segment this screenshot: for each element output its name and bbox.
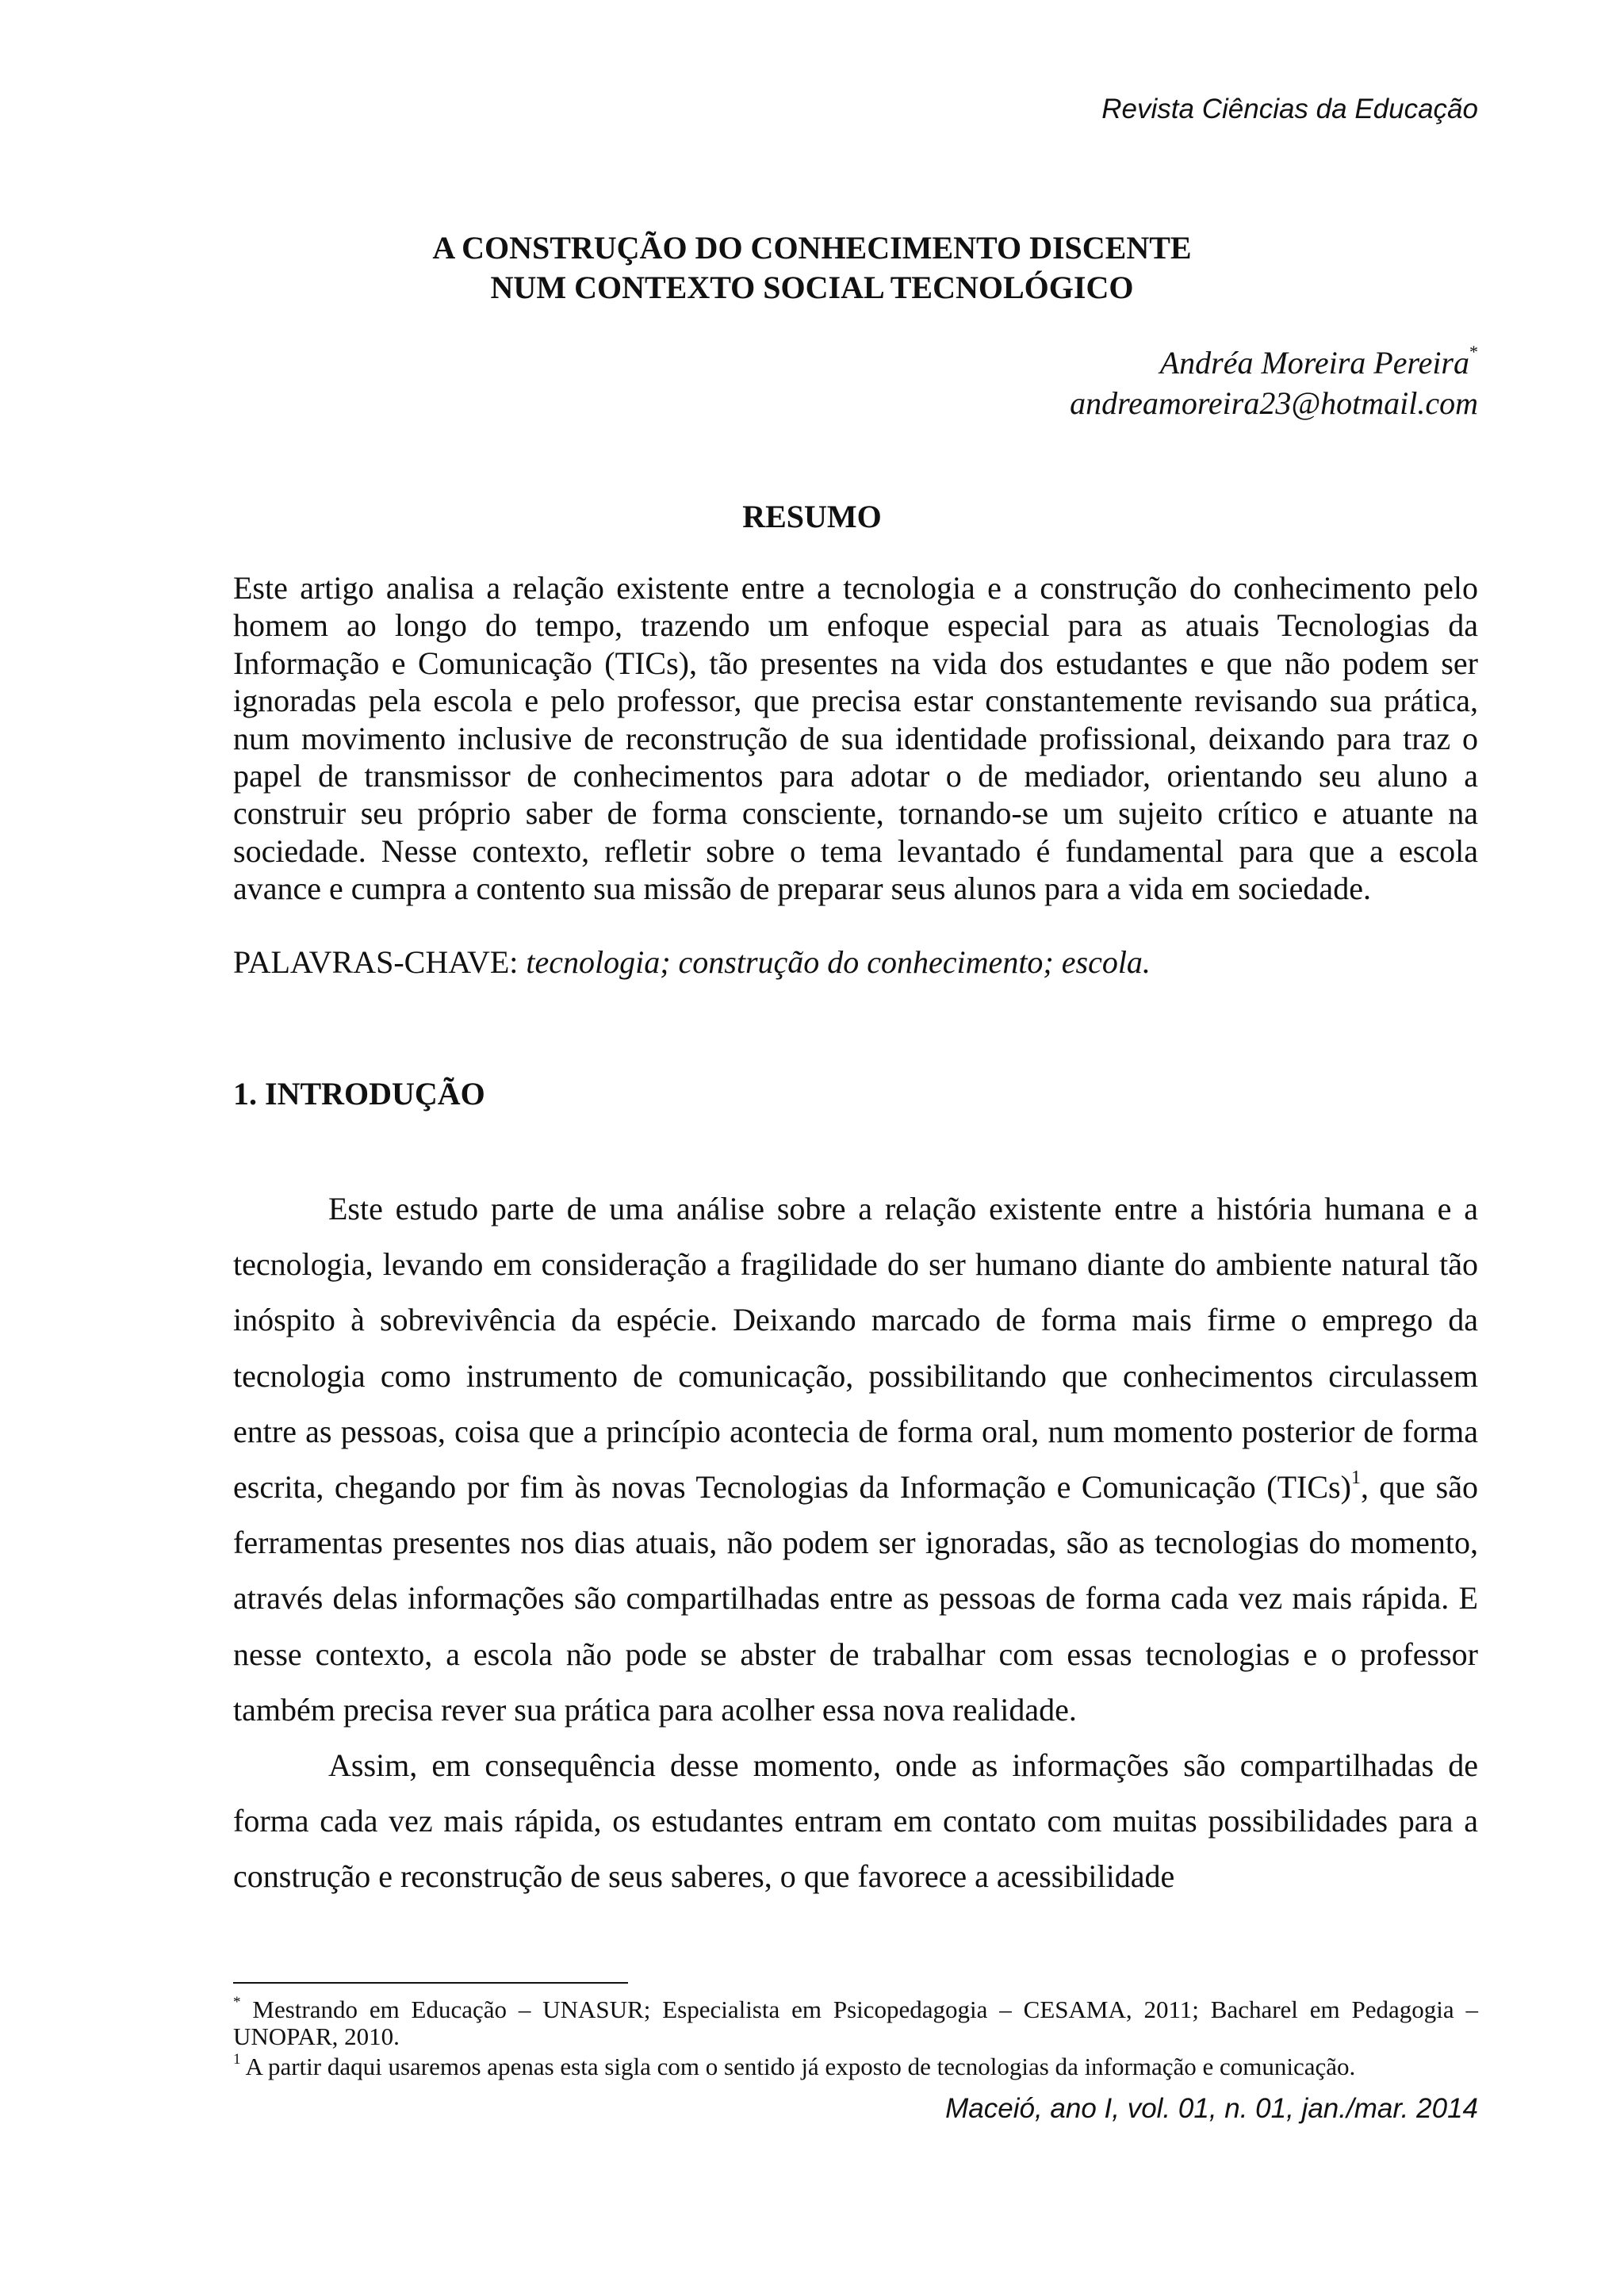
paragraph: Assim, em consequência desse momento, onde as informações são compartilhadas de forma cada vez mais rápida, os estudantes entram em contato com muitas possibilidades para a construção e reconstrução de seus saberes, o que favorece a acessibilidade bbox=[233, 1747, 1478, 1895]
journal-footer: Maceió, ano I, vol. 01, n. 01, jan./mar. 2014 bbox=[945, 2093, 1478, 2124]
journal-header: Revista Ciências da Educação bbox=[1101, 94, 1478, 124]
footnote-marker: * bbox=[233, 1994, 241, 2011]
footnote-marker: 1 bbox=[233, 2051, 241, 2068]
introduction-body bbox=[233, 1181, 1478, 1905]
paragraph bbox=[233, 1181, 1478, 1738]
footnote-text: A partir daqui usaremos apenas esta sigla com o sentido já exposto de tecnologias da informação e comunicação. bbox=[245, 2053, 1356, 2080]
abstract-heading: RESUMO bbox=[742, 499, 882, 534]
footnote-divider bbox=[233, 1982, 628, 1984]
footnote-ref: 1 bbox=[1350, 1468, 1361, 1489]
section-heading-introduction: 1. INTRODUÇÃO bbox=[233, 1076, 485, 1112]
keywords-values: tecnologia; construção do conhecimento; escola. bbox=[526, 944, 1151, 980]
article-title bbox=[0, 228, 1624, 308]
author-block bbox=[1070, 342, 1478, 423]
paragraph-text: , que são ferramentas presentes nos dias atuais, não podem ser ignoradas, são as tecnologias do momento, através delas informações são compartilhadas entre as pessoas de forma cada vez mais rápida. E nesse contexto, a escola não pode se abster de trabalhar com essas tecnologias e o professor também precisa rever sua prática para acolher essa nova realidade. bbox=[233, 1469, 1478, 1728]
footnote bbox=[233, 2053, 1478, 2080]
author-email: andreamoreira23@hotmail.com bbox=[1070, 385, 1478, 421]
title-line-2: NUM CONTEXTO SOCIAL TECNOLÓGICO bbox=[490, 270, 1134, 305]
keywords-label: PALAVRAS-CHAVE: bbox=[233, 944, 519, 980]
footnote bbox=[233, 1996, 1478, 2050]
author-footnote-marker: * bbox=[1469, 342, 1478, 362]
footnote-text: Mestrando em Educação – UNASUR; Especialista em Psicopedagogia – CESAMA, 2011; Bacharel em Pedagogia – UNOPAR, 2010. bbox=[233, 1996, 1479, 2050]
title-line-1: A CONSTRUÇÃO DO CONHECIMENTO DISCENTE bbox=[432, 230, 1192, 266]
paragraph-text: Este estudo parte de uma análise sobre a relação existente entre a história humana e a tecnologia, levando em consideração a fragilidade do ser humano diante do ambiente natural tão inóspito à sobrevivência da espécie. Deixando marcado de forma mais firme o emprego da tecnologia como instrumento de comunicação, possibilitando que conhecimentos circulassem entre as pessoas, coisa que a princípio acontecia de forma oral, num momento posterior de forma escrita, chegando por fim às novas Tecnologias da Informação e Comunicação (TICs) bbox=[233, 1191, 1478, 1506]
keywords bbox=[233, 943, 1151, 981]
author-line bbox=[1070, 342, 1478, 383]
footnotes bbox=[233, 1996, 1478, 2084]
author-name: Andréa Moreira Pereira bbox=[1159, 345, 1469, 381]
abstract-text: Este artigo analisa a relação existente entre a tecnologia e a construção do conhecimento pelo homem ao longo do tempo, trazendo um enfoque especial para as atuais Tecnologias da Informação e Comunicação (TICs), tão presentes na vida dos estudantes e que não podem ser ignoradas pela escola e pelo professor, que precisa estar constantemente revisando sua prática, num movimento inclusive de reconstrução de sua identidade profissional, deixando para traz o papel de transmissor de conhecimentos para adotar o de mediador, orientando seu aluno a construir seu próprio saber de forma consciente, tornando-se um sujeito crítico e atuante na sociedade. Nesse contexto, refletir sobre o tema levantado é fundamental para que a escola avance e cumpra a contento sua missão de preparar seus alunos para a vida em sociedade. bbox=[233, 570, 1478, 907]
